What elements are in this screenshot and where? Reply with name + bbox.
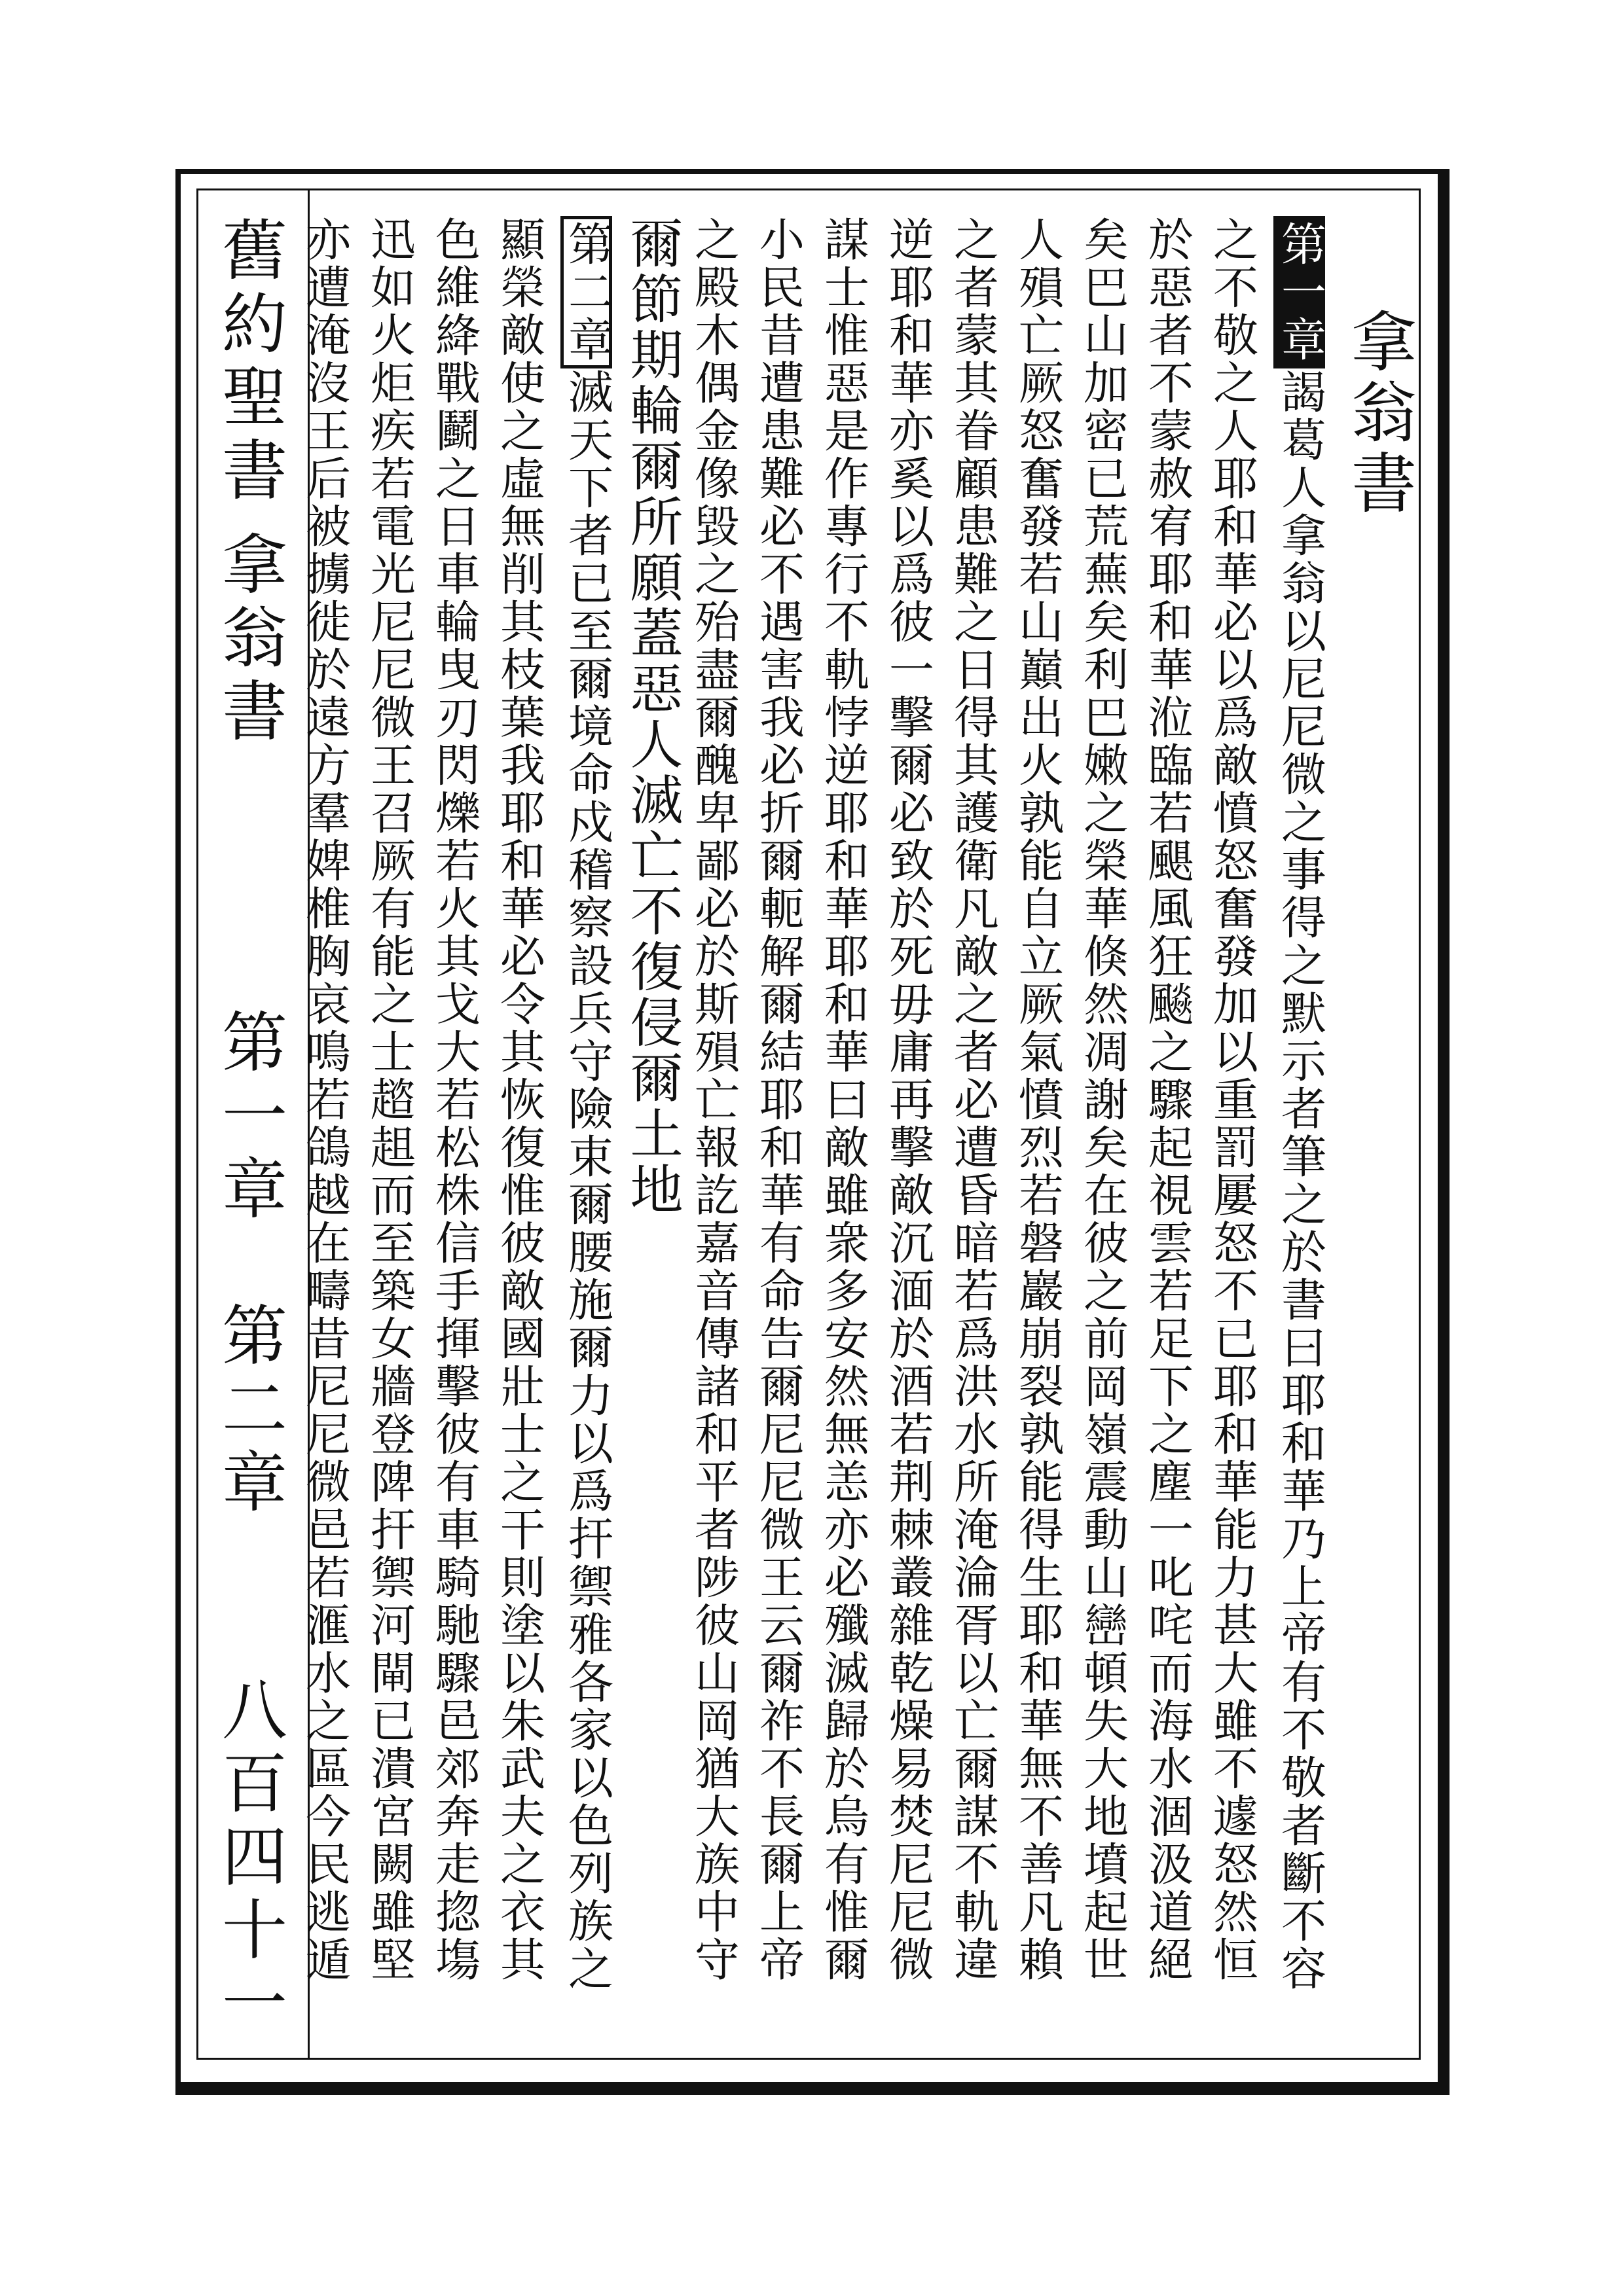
text-column: [363, 216, 415, 1984]
text-column: [492, 216, 545, 1984]
text-column: [1205, 216, 1258, 1984]
column-text: 之不敬之人耶和華必以爲敵憤怒奮發加以重罰屢怒不已耶和華能力甚大雖不遽怒然恒: [1205, 216, 1258, 1984]
column-text: 色維絳戰鬬之日車輪曳刃閃爍若火其戈大若松株信手揮擊彼有車騎馳驟邑郊奔走㧾塲: [428, 216, 480, 1984]
column-text: 謁葛人拿翁以尼尼微之事得之默示者筆之於書曰耶和華乃上帝有不敬者斷不容: [1273, 368, 1326, 1993]
text-column: [1273, 216, 1325, 1993]
column-text: 爾節期輪爾所願蓋惡人滅亡不復侵爾土地: [621, 216, 683, 1217]
text-column: [687, 216, 739, 1984]
column-text: 顯榮敵使之虛無削其枝葉我耶和華必令其恢復惟彼敵國壯士之干則塗以朱武夫之衣其: [492, 216, 545, 1984]
running-head: 拿翁書: [1340, 308, 1417, 520]
column-text: 迅如火炬疾若電光尼尼微王召厥有能之士趦趄而至築女牆登陴扞禦河閘已潰宮闕雖堅: [363, 216, 415, 1984]
text-column: [816, 216, 869, 1984]
column-text: 逆耶和華亦奚以爲彼一擊爾必致於死毋庸再擊敵沉湎於酒若荆棘叢雜乾燥易焚尼尼微: [881, 216, 934, 1984]
column-text: 矣巴山加密已荒蕪矣利巴嫩之榮華倏然凋謝矣在彼之前岡嶺震動山巒頓失大地墳起世: [1076, 216, 1128, 1984]
text-column: [1011, 216, 1063, 1984]
page-number: 八百四十一: [211, 1676, 287, 2042]
column-text: 小民昔遭患難必不遇害我必折爾軛解爾結耶和華有命告爾尼尼微王云爾祚不長爾上帝: [752, 216, 804, 1984]
column-text: 謀士惟惡是作專行不軌悖逆耶和華耶和華曰敵雖衆多安然無恙亦必殲滅歸於烏有惟爾: [816, 216, 869, 1984]
book-name: 拿翁書: [211, 530, 287, 750]
chapter-marker: 第二章: [560, 216, 612, 368]
text-column: [881, 216, 934, 1984]
column-text: 之者蒙其眷顧患難之日得其護衛凡敵之者必遭昏暗若爲洪水所淹淪胥以亡爾謀不軌違: [946, 216, 998, 1984]
text-column: [1140, 216, 1193, 1984]
chapter-marker: 第一章: [1273, 216, 1325, 368]
text-column: [752, 216, 804, 1984]
column-text: 之殿木偶金像毀之殆盡爾醜卑鄙必於斯殞亡報訖嘉音傳諸和平者陟彼山岡猶大族中守: [687, 216, 739, 1984]
text-column: [298, 216, 350, 1984]
column-text: 滅天下者已至爾境命戍稽察設兵守險束爾腰施爾力以爲扞禦雅各家以色列族之: [560, 368, 613, 1993]
column-text: 於惡者不蒙赦宥耶和華涖臨若颶風狂飈之驟起視雲若足下之塵一叱咤而海水涸汲道絕: [1140, 216, 1193, 1984]
text-column: [428, 216, 480, 1984]
text-column: [560, 216, 612, 1993]
column-text: 亦遭淹沒王后被擄徙於遠方羣婢椎胸哀鳴若鴿越在疇昔尼尼微邑若滙水之區今民逃遁: [298, 216, 350, 1984]
text-column: [621, 216, 683, 1217]
chapter-range: 第一章 第二章: [211, 1008, 287, 1521]
book-title: 舊約聖書: [211, 216, 287, 509]
text-column: [1076, 216, 1128, 1984]
column-text: 人殞亡厥怒奮發若山巔出火孰能自立厥氣憤烈若磐巖崩裂孰能得生耶和華無不善凡賴: [1011, 216, 1063, 1984]
text-column: [946, 216, 998, 1984]
